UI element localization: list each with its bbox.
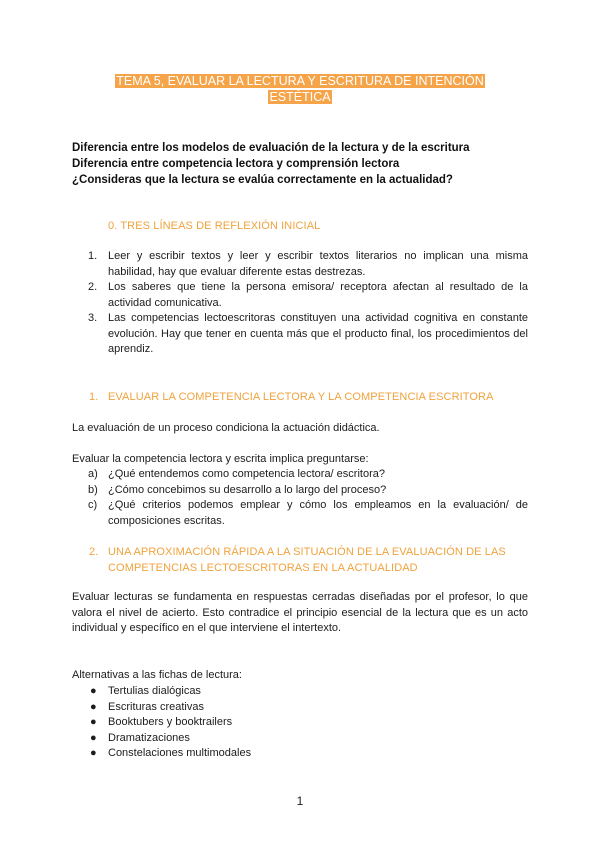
list-item (72, 249, 528, 280)
question-item: Diferencia entre competencia lectora y comprensión lectora (72, 158, 400, 170)
section-2-heading (108, 544, 533, 576)
section-2-paragraph: Evaluar lecturas se fundamenta en respuestas cerradas diseñadas por el profesor, lo que valora el nivel de acierto. Esto contradice el principio esencial de la lectura que es un acto individual y específico en el que interviene el intertexto. (72, 591, 528, 634)
list-marker: 2. (88, 281, 98, 293)
list-item-text: Los saberes que tiene la persona emisora/ receptora afectan al resultado de la actividad comunicativa. (108, 281, 528, 309)
list-item-text: ¿Qué entendemos como competencia lectora/ escritora? (108, 468, 385, 480)
list-item (72, 731, 528, 747)
list-marker: c) (88, 499, 98, 511)
list-marker: 1. (88, 250, 98, 262)
list-item (72, 498, 528, 529)
alternatives-list (72, 684, 528, 762)
list-item (72, 280, 528, 311)
section-2-marker: 2. (89, 546, 99, 558)
list-item-text: Las competencias lectoescritoras constituyen una actividad cognitiva en constante evolución. Hay que tener en cuenta más que el producto final, los procedimientos del aprendiz. (108, 312, 528, 355)
list-item-text: Escrituras creativas (108, 700, 204, 713)
list-marker: a) (88, 468, 98, 480)
list-item-text: Dramatizaciones (108, 731, 190, 744)
section-2-heading-line-1: UNA APROXIMACIÓN RÁPIDA A LA SITUACIÓN DE LA EVALUACIÓN DE LAS (108, 546, 506, 558)
question-item: ¿Consideras que la lectura se evalúa correctamente en la actualidad? (72, 174, 453, 186)
list-item-text: ¿Qué criterios podemos emplear y cómo los empleamos en la evaluación/ de composiciones escritas. (108, 499, 528, 527)
list-item (72, 311, 528, 358)
bullet-icon: ● (90, 685, 97, 697)
section-0-list (72, 249, 528, 358)
section-1-paragraph: La evaluación de un proceso condiciona la actuación didáctica. (72, 422, 380, 434)
guiding-questions (72, 140, 542, 188)
alternatives-title: Alternativas a las fichas de lectura: (72, 669, 242, 681)
list-item (72, 483, 528, 499)
page-number: 1 (296, 794, 304, 808)
list-item-text: Tertulias dialógicas (108, 685, 201, 697)
section-1-marker: 1. (89, 391, 99, 403)
list-item-text: ¿Cómo concebimos su desarrollo a lo largo del proceso? (108, 483, 387, 496)
section-1-prompt: Evaluar la competencia lectora y escrita implica preguntarse: (72, 453, 369, 465)
list-item (72, 715, 528, 731)
bullet-icon: ● (90, 716, 97, 728)
list-item-text: Leer y escribir textos y leer y escribir textos literarios no implican una misma habilidad, hay que evaluar diferente estas destrezas. (108, 250, 528, 278)
list-item-text: Constelaciones multimodales (108, 747, 252, 759)
bullet-icon: ● (90, 700, 97, 713)
question-item: Diferencia entre los modelos de evaluación de la lectura y de la escritura (72, 142, 470, 154)
bullet-icon: ● (90, 731, 97, 744)
document-title (0, 73, 600, 105)
list-item (72, 746, 528, 762)
list-item (72, 684, 528, 700)
bullet-icon: ● (90, 747, 97, 759)
section-1-heading: EVALUAR LA COMPETENCIA LECTORA Y LA COMPETENCIA ESCRITORA (108, 391, 494, 403)
section-2-heading-line-2: COMPETENCIAS LECTOESCRITORAS EN LA ACTUALIDAD (108, 562, 418, 574)
list-marker: 3. (88, 312, 98, 324)
list-item (72, 700, 528, 716)
list-item (72, 467, 528, 483)
list-item-text: Booktubers y booktrailers (108, 716, 233, 728)
title-line-1: TEMA 5, EVALUAR LA LECTURA Y ESCRITURA DE INTENCIÓN (116, 74, 484, 88)
list-marker: b) (88, 483, 98, 496)
section-0-heading: 0. TRES LÍNEAS DE REFLEXIÓN INICIAL (108, 220, 321, 232)
title-line-2: ESTÉTICA (269, 90, 331, 104)
section-1-list (72, 467, 528, 529)
